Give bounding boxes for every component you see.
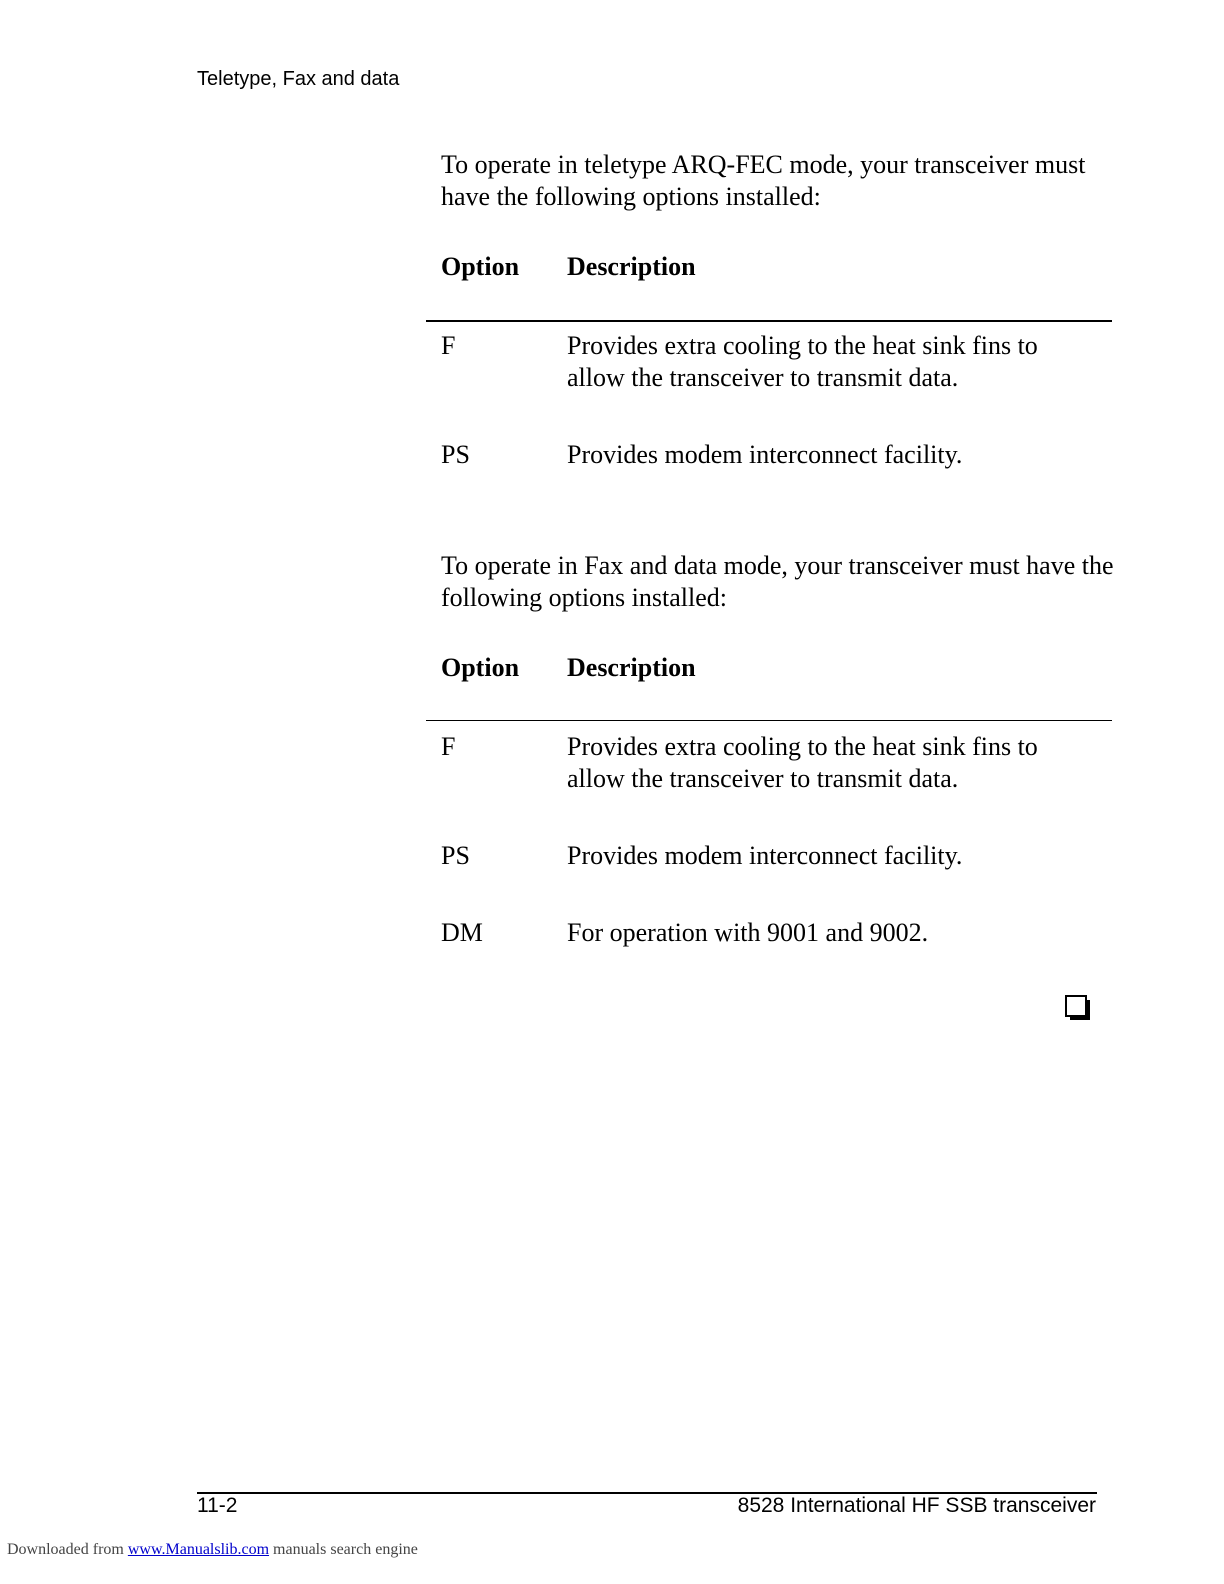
download-prefix: Downloaded from <box>7 1541 124 1558</box>
section2-intro: To operate in Fax and data mode, your transceiver must have the following options installed: <box>441 551 1114 612</box>
table1-header-option: Option <box>441 252 520 281</box>
download-banner <box>7 1541 418 1559</box>
manual-title: 8528 International HF SSB transceiver <box>737 1494 1096 1517</box>
section1-intro: To operate in teletype ARQ-FEC mode, your transceiver must have the following options installed: <box>441 150 1086 211</box>
table1-header-rule <box>426 320 1112 322</box>
page-number: 11-2 <box>197 1494 238 1517</box>
table1-header-description: Description <box>567 252 696 281</box>
table2-row2-description: Provides modem interconnect facility. <box>567 841 963 870</box>
table2-header-option: Option <box>441 653 520 682</box>
table2-row3-description: For operation with 9001 and 9002. <box>567 918 929 947</box>
manualslib-link[interactable]: www.Manualslib.com <box>127 1541 270 1558</box>
table2-row2-option: PS <box>441 841 470 870</box>
table1-row1-option: F <box>441 331 456 360</box>
table2-row1-option: F <box>441 732 456 761</box>
table2-row1-description: Provides extra cooling to the heat sink fins to allow the transceiver to transmit data. <box>567 732 1038 793</box>
running-header: Teletype, Fax and data <box>197 68 400 90</box>
table1-row2-option: PS <box>441 440 470 469</box>
table2-row3-option: DM <box>441 918 483 947</box>
download-suffix: manuals search engine <box>273 1541 418 1558</box>
table1-row1-description: Provides extra cooling to the heat sink fins to allow the transceiver to transmit data. <box>567 331 1038 392</box>
end-of-section-box-icon <box>1065 995 1091 1021</box>
table2-header-rule <box>426 720 1112 721</box>
table2-header-description: Description <box>567 653 696 682</box>
table1-row2-description: Provides modem interconnect facility. <box>567 440 963 469</box>
